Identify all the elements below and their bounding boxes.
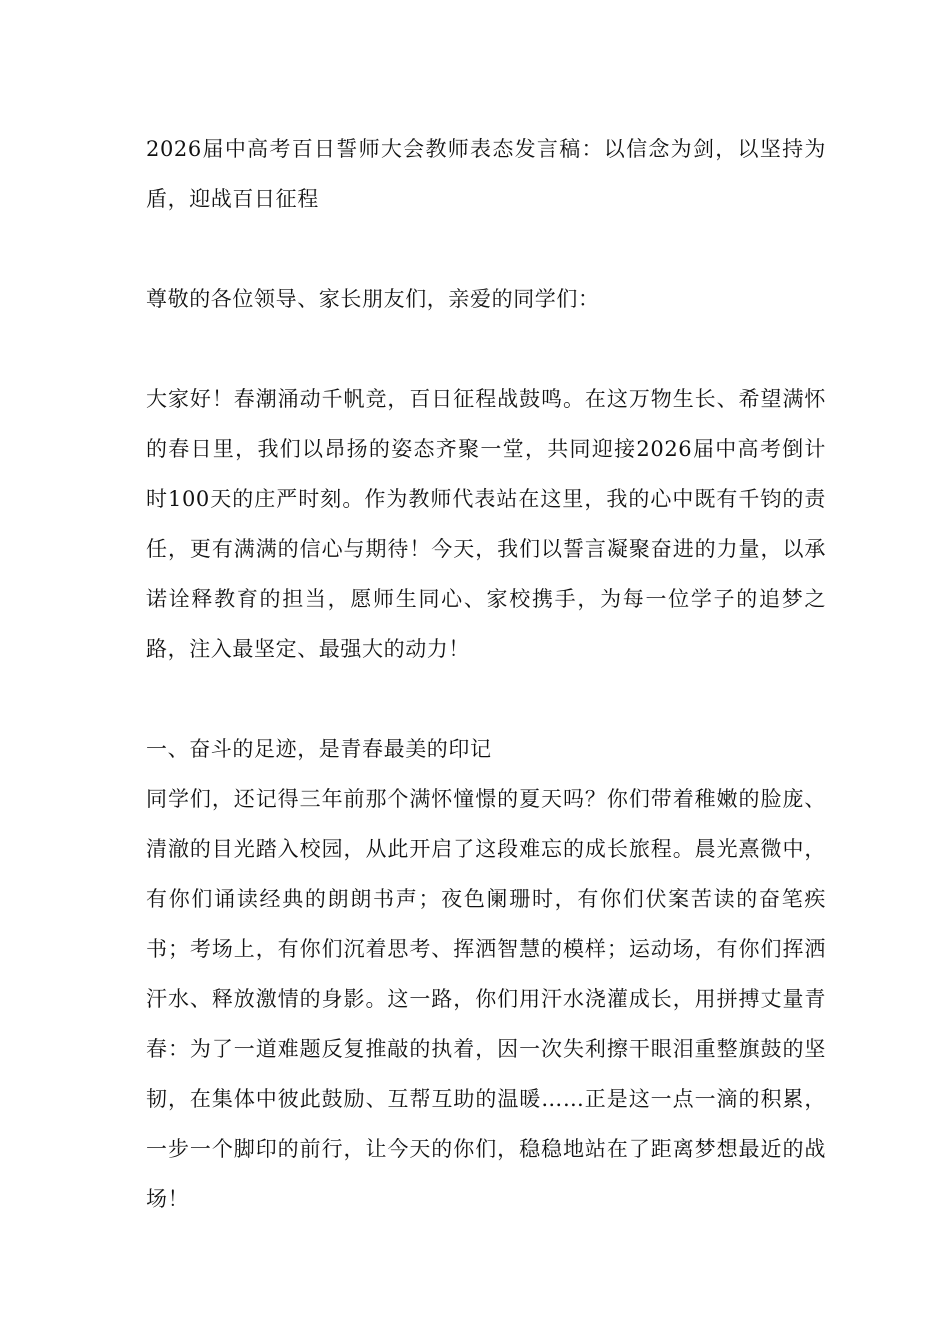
section-paragraph: 同学们，还记得三年前那个满怀憧憬的夏天吗？你们带着稚嫩的脸庞、清澈的目光踏入校园，从此开启了这段难忘的成长旅程。晨光熹微中，有你们诵读经典的朗朗书声；夜色阑珊时，有你们伏案苦读的奋笔疾书；考场上，有你们沉着思考、挥洒智慧的模样；运动场，有你们挥洒汗水、释放激情的身影。这一路，你们用汗水浇灌成长，用拼搏丈量青春：为了一道难题反复推敲的执着，因一次失利擦干眼泪重整旗鼓的坚韧，在集体中彼此鼓励、互帮互助的温暖……正是这一点一滴的积累，一步一个脚印的前行，让今天的你们，稳稳地站在了距离梦想最近的战场！	[146, 787, 826, 1211]
document-body	[146, 124, 826, 1224]
intro-paragraph: 大家好！春潮涌动千帆竞，百日征程战鼓鸣。在这万物生长、希望满怀的春日里，我们以昂扬的姿态齐聚一堂，共同迎接2026届中高考倒计时100天的庄严时刻。作为教师代表站在这里，我的心中既有千钧的责任，更有满满的信心与期待！今天，我们以誓言凝聚奋进的力量，以承诺诠释教育的担当，愿师生同心、家校携手，为每一位学子的追梦之路，注入最坚定、最强大的动力！	[146, 387, 826, 661]
document-title: 2026届中高考百日誓师大会教师表态发言稿：以信念为剑，以坚持为盾，迎战百日征程	[146, 137, 826, 211]
greeting: 尊敬的各位领导、家长朋友们，亲爱的同学们：	[146, 287, 600, 311]
section-heading: 一、奋斗的足迹，是青春最美的印记	[146, 737, 492, 761]
